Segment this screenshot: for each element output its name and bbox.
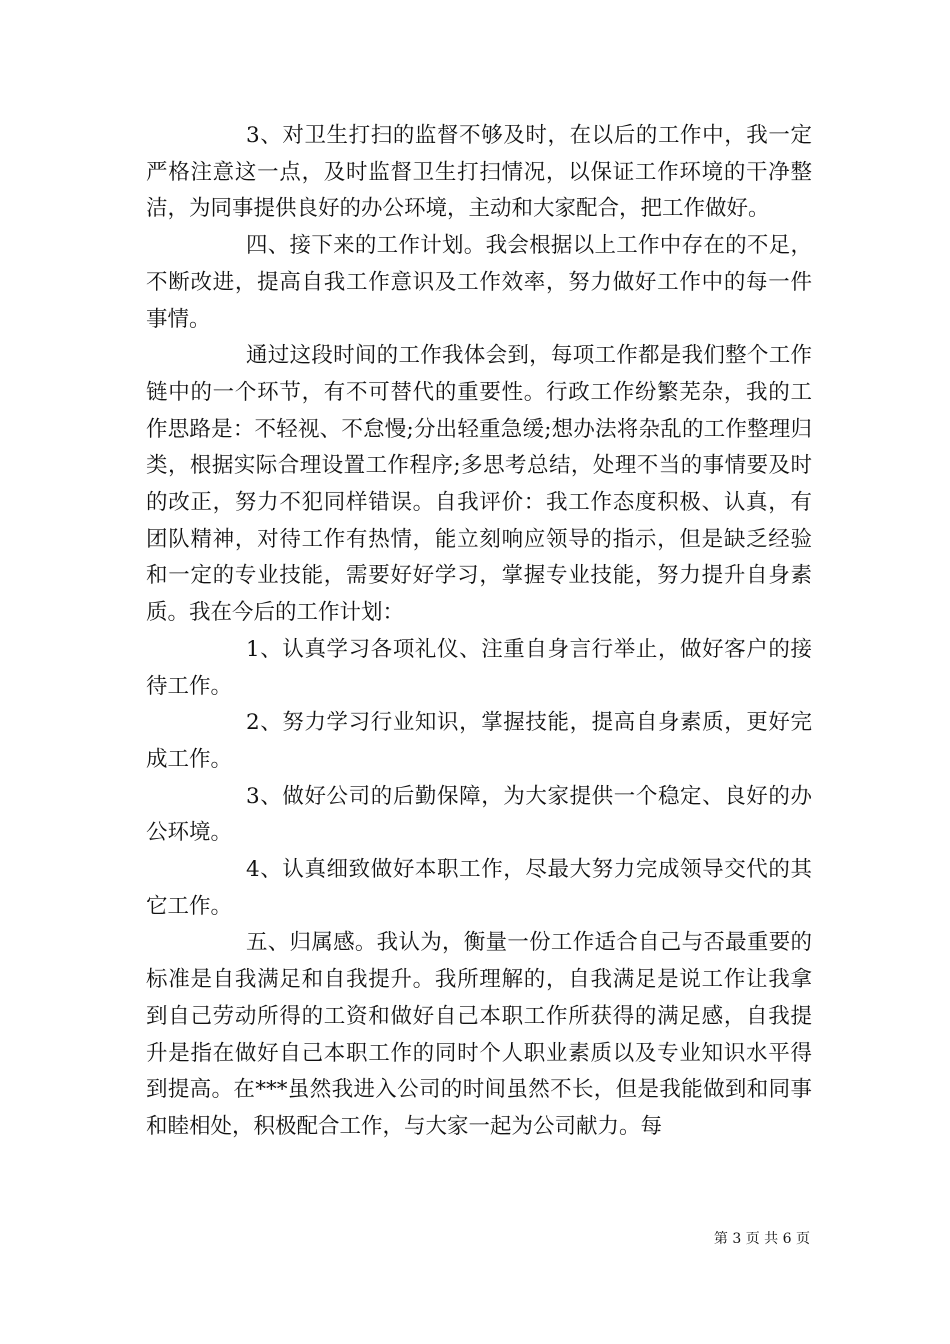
page-number-footer: 第 3 页 共 6 页 — [713, 1231, 810, 1247]
paragraph-next-work-plan: 四、接下来的工作计划。我会根据以上工作中存在的不足，不断改进，提高自我工作意识及工作效率，努力做好工作中的每一件事情。 — [146, 233, 812, 332]
document-body — [146, 118, 812, 1146]
paragraph-work-experience: 通过这段时间的工作我体会到，每项工作都是我们整个工作链中的一个环节，有不可替代的重要性。行政工作纷繁芜杂，我的工作思路是：不轻视、不怠慢;分出轻重急缓;想办法将杂乱的工作整理归类，根据实际合理设置工作程序;多思考总结，处理不当的事情要及时的改正，努力不犯同样错误。自我评价：我工作态度积极、认真，有团队精神，对待工作有热情，能立刻响应领导的指示，但是缺乏经验和一定的专业技能，需要好好学习，掌握专业技能，努力提升自身素质。我在今后的工作计划： — [146, 343, 812, 626]
paragraph-plan-item-2: 2、努力学习行业知识，掌握技能，提高自身素质，更好完成工作。 — [146, 710, 812, 772]
paragraph-plan-item-1: 1、认真学习各项礼仪、注重自身言行举止，做好客户的接待工作。 — [146, 636, 812, 699]
paragraph-plan-item-4: 4、认真细致做好本职工作，尽最大努力完成领导交代的其它工作。 — [146, 857, 812, 919]
paragraph-belonging: 五、归属感。我认为，衡量一份工作适合自己与否最重要的标准是自我满足和自我提升。我所理解的，自我满足是说工作让我拿到自己劳动所得的工资和做好自己本职工作所获得的满足感，自我提升是指在做好自己本职工作的同时个人职业素质以及专业知识水平得到提高。在***虽然我进入公司的时间虽然不长，但是我能做到和同事和睦相处，积极配合工作，与大家一起为公司献力。每 — [146, 930, 812, 1139]
paragraph-hygiene-supervision: 3、对卫生打扫的监督不够及时，在以后的工作中，我一定严格注意这一点，及时监督卫生打扫情况，以保证工作环境的干净整洁，为同事提供良好的办公环境，主动和大家配合，把工作做好。 — [146, 123, 812, 222]
paragraph-plan-item-3: 3、做好公司的后勤保障，为大家提供一个稳定、良好的办公环境。 — [146, 783, 812, 846]
